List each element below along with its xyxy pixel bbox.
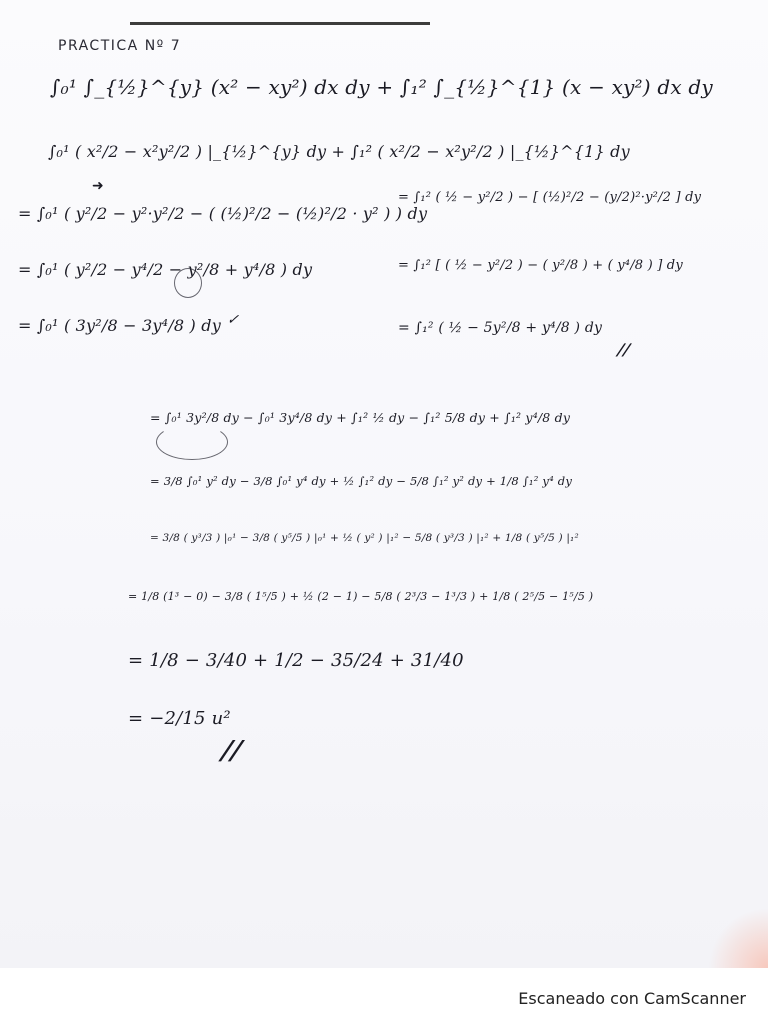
underline-arc <box>156 424 228 460</box>
combined-step-5: = 1/8 − 3/40 + 1/2 − 35/24 + 31/40 <box>128 650 464 671</box>
down-arrow-icon: ➜ <box>92 178 104 194</box>
combined-step-3: = 3/8 ( y³/3 ) |₀¹ − 3/8 ( y⁵/5 ) |₀¹ + ½ ( y² ) |₁² − 5/8 ( y³/3 ) |₁² + 1/8 ( y⁵/5 ) |₁² <box>150 532 579 544</box>
scanner-watermark: Escaneado con CamScanner <box>518 989 746 1008</box>
left-step-2: = ∫₀¹ ( y²/2 − y⁴/2 − y²/8 + y⁴/8 ) dy <box>18 260 313 279</box>
right-step-2: = ∫₁² [ ( ½ − y²/2 ) − ( y²/8 ) + ( y⁴/8 ) ] dy <box>398 258 683 273</box>
combined-step-1: = ∫₀¹ 3y²/8 dy − ∫₀¹ 3y⁴/8 dy + ∫₁² ½ dy − ∫₁² 5/8 dy + ∫₁² y⁴/8 dy <box>150 410 571 425</box>
combined-step-4: = 1/8 (1³ − 0) − 3/8 ( 1⁵/5 ) + ½ (2 − 1) − 5/8 ( 2³/3 − 1³/3 ) + 1/8 ( 2⁵/5 − 1⁵/5 ) <box>128 590 594 603</box>
check-mark-icon: ✓ <box>225 312 243 328</box>
final-result: = −2/15 u² <box>128 708 231 729</box>
step-antiderivative: ∫₀¹ ( x²/2 − x²y²/2 ) |_{½}^{y} dy + ∫₁² ( x²/2 − x²y²/2 ) |_{½}^{1} dy <box>48 142 630 161</box>
final-mark: // <box>216 736 247 766</box>
end-mark-icon: // <box>614 340 634 359</box>
left-step-1: = ∫₀¹ ( y²/2 − y²·y²/2 − ( (½)²/2 − (½)²/2 · y² ) ) dy <box>18 204 428 223</box>
right-step-3: = ∫₁² ( ½ − 5y²/8 + y⁴/8 ) dy <box>398 320 603 336</box>
corner-shadow <box>708 908 768 968</box>
page-edge-shadow <box>130 22 430 25</box>
left-step-3: = ∫₀¹ ( 3y²/8 − 3y⁴/8 ) dy <box>18 316 221 335</box>
circled-term <box>174 268 202 298</box>
combined-step-2: = 3/8 ∫₀¹ y² dy − 3/8 ∫₀¹ y⁴ dy + ½ ∫₁² dy − 5/8 ∫₁² y² dy + 1/8 ∫₁² y⁴ dy <box>150 474 573 488</box>
right-step-1: = ∫₁² ( ½ − y²/2 ) − [ (½)²/2 − (y/2)²·y²/2 ] dy <box>398 190 702 205</box>
practice-title: PRACTICA Nº 7 <box>58 38 182 54</box>
problem-statement: ∫₀¹ ∫_{½}^{y} (x² − xy²) dx dy + ∫₁² ∫_{½}^{1} (x − xy²) dx dy <box>50 75 713 99</box>
